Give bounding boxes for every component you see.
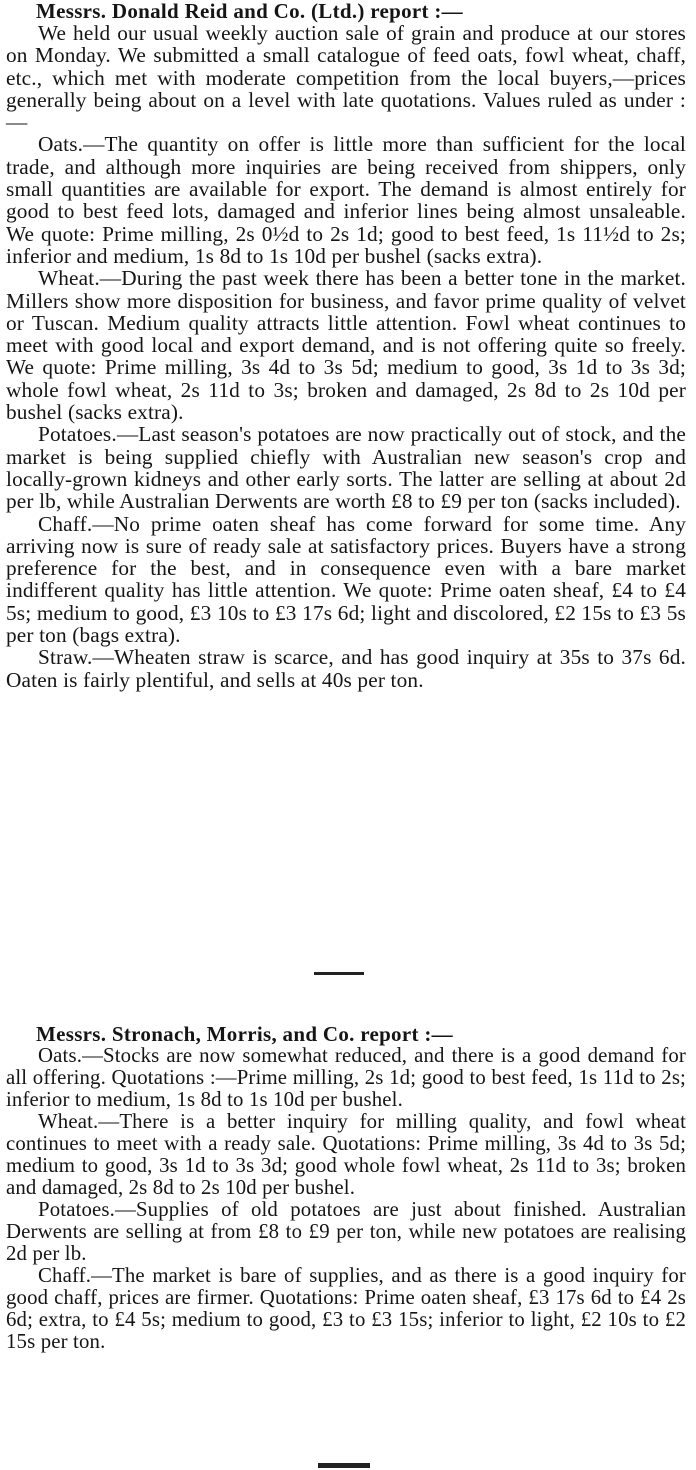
potatoes-paragraph: Potatoes.—Last season's potatoes are now practically out of stock, and the market is being supplied chiefly with Australian new season's crop and locally-grown kidneys and other early sorts. The latter are selling at about 2d per lb, while Australian Derwents are worth £8 to £9 per ton (sacks included).: [6, 422, 686, 514]
report-heading: Messrs. Donald Reid and Co. (Ltd.) report :—: [36, 0, 463, 23]
oats-paragraph: Oats.—Stocks are now somewhat reduced, and there is a good demand for all offering. Quotations :—Prime milling, 2s 1d; good to best feed, 1s 11d to 2s; inferior to medium, 1s 8d to 1s 10d per bushel.: [6, 1044, 686, 1111]
straw-paragraph: Straw.—Wheaten straw is scarce, and has good inquiry at 35s to 37s 6d. Oaten is fairly plentiful, and sells at 40s per ton.: [6, 645, 686, 692]
intro-paragraph: We held our usual weekly auction sale of grain and produce at our stores on Monday. We submitted a small catalogue of feed oats, fowl wheat, chaff, etc., which met with moderate competition from the local buyers,—prices generally being about on a level with late quotations. Values ruled as under :—: [6, 21, 686, 135]
end-divider: [318, 1463, 370, 1468]
section-divider: [314, 972, 364, 975]
donald-reid-report: [6, 0, 686, 691]
chaff-paragraph: Chaff.—No prime oaten sheaf has come forward for some time. Any arriving now is sure of ready sale at satisfactory prices. Buyers have a strong preference for the best, and in consequence even with a bare market indifferent quality has little attention. We quote: Prime oaten sheaf, £4 to £4 5s; medium to good, £3 10s to £3 17s 6d; light and discolored, £2 15s to £3 5s per ton (bags extra).: [6, 511, 686, 648]
wheat-paragraph: Wheat.—There is a better inquiry for milling quality, and fowl wheat continues to meet with a ready sale. Quotations: Prime milling, 3s 4d to 3s 5d; medium to good, 3s 1d to 3s 3d; good whole fowl wheat, 2s 11d to 3s; broken and damaged, 2s 8d to 2s 10d per bushel.: [6, 1110, 686, 1199]
stronach-morris-report: [6, 1023, 686, 1353]
oats-paragraph: Oats.—The quantity on offer is little more than sufficient for the local trade, and although more inquiries are being received from shippers, only small quantities are available for export. The demand is almost entirely for good to best feed lots, damaged and inferior lines being almost unsaleable. We quote: Prime milling, 2s 0½d to 2s 1d; good to best feed, 1s 11½d to 2s; inferior and medium, 1s 8d to 1s 10d per bushel (sacks extra).: [6, 132, 686, 268]
wheat-paragraph: Wheat.—During the past week there has been a better tone in the market. Millers show more disposition for business, and favor prime quality of velvet or Tuscan. Medium quality attracts little attention. Fowl wheat continues to meet with good local and export demand, and is not offering quite so freely. We quote: Prime milling, 3s 4d to 3s 5d; medium to good, 3s 1d to 3s 3d; whole fowl wheat, 2s 11d to 3s; broken and damaged, 2s 8d to 2s 10d per bushel (sacks extra).: [6, 266, 686, 425]
potatoes-paragraph: Potatoes.—Supplies of old potatoes are just about finished. Australian Derwents are selling at from £8 to £9 per ton, while new potatoes are realising 2d per lb.: [6, 1198, 686, 1265]
chaff-paragraph: Chaff.—The market is bare of supplies, and as there is a good inquiry for good chaff, prices are firmer. Quotations: Prime oaten sheaf, £3 17s 6d to £4 2s 6d; extra, to £4 5s; medium to good, £3 to £3 15s; inferior to light, £2 10s to £2 15s per ton.: [6, 1264, 686, 1353]
report-heading: Messrs. Stronach, Morris, and Co. report :—: [36, 1022, 453, 1046]
